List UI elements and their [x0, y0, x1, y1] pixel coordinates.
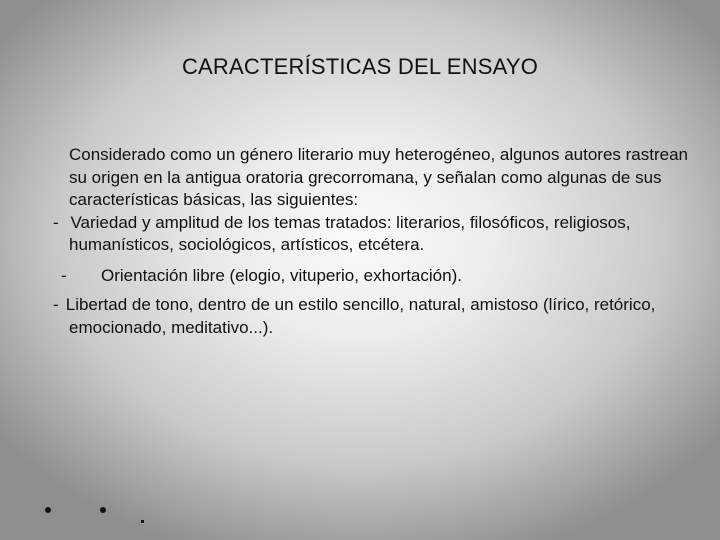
list-item-text: Variedad y amplitud de los temas tratados: literarios, filosóficos, religiosos, humanísticos, sociológicos, artísticos, etcétera.: [69, 212, 631, 254]
list-item: - Variedad y amplitud de los temas tratados: literarios, filosóficos, religiosos, humanísticos, sociológicos, artísticos, etcétera.: [53, 212, 631, 254]
slide-title: CARACTERÍSTICAS DEL ENSAYO: [181, 54, 539, 79]
list-item-text: Libertad de tono, dentro de un estilo sencillo, natural, amistoso (lírico, retórico, emocionado, meditativo...).: [65, 295, 656, 337]
list-marker: -: [61, 265, 67, 285]
list-item: [61, 265, 691, 288]
intro-paragraph: Considerado como un género literario muy heterogéneo, algunos autores rastrean su origen en la antigua oratoria grecorromana, y señalan como algunas de sus características básicas, las siguientes:: [69, 145, 688, 209]
list-item-text: Orientación libre (elogio, vituperio, exhortación).: [101, 265, 462, 285]
slide-body: [53, 144, 691, 339]
list-item: - Libertad de tono, dentro de un estilo sencillo, natural, amistoso (lírico, retórico, emocionado, meditativo...).: [53, 295, 656, 337]
bullet-dot-icon: [100, 507, 106, 513]
period-dot-icon: [141, 520, 144, 523]
bullet-dot-icon: [45, 507, 51, 513]
